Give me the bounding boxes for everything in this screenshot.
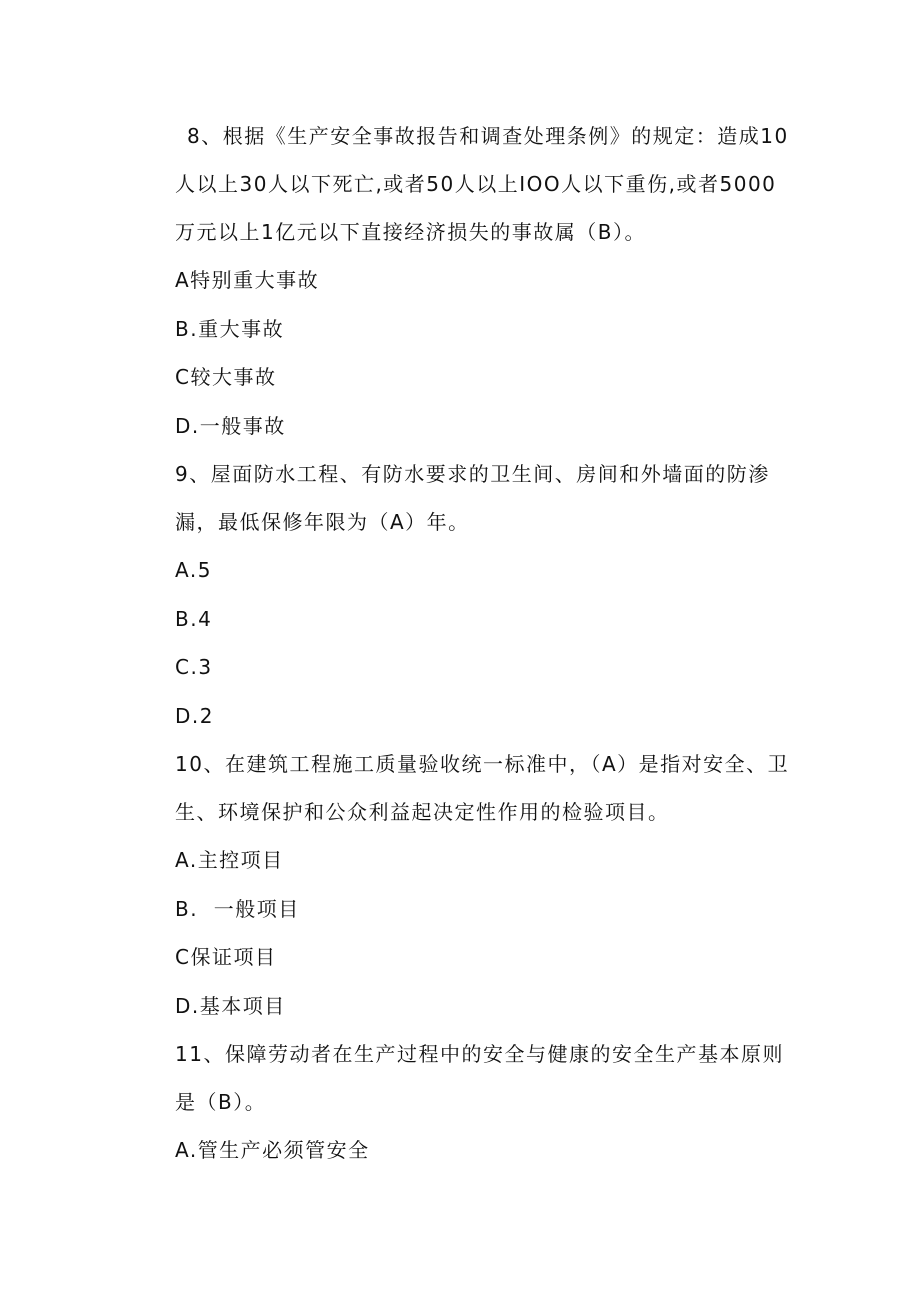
question-text-line: 10、在建筑工程施工质量验收统一标准中，（A）是指对安全、卫: [175, 752, 790, 776]
option-c: C保证项目: [175, 945, 277, 969]
question-text-line: 生、环境保护和公众利益起决定性作用的检验项目。: [175, 800, 670, 824]
question-text-line: 8、根据《生产安全事故报告和调查处理条例》的规定：造成10: [187, 124, 789, 148]
option-a: A.5: [175, 558, 212, 582]
question-text-line: 万元以上1亿元以下直接经济损失的事故属（B）。: [175, 220, 646, 244]
option-a: A.管生产必须管安全: [175, 1138, 370, 1162]
question-list: [175, 112, 805, 1175]
question-11: [175, 1030, 805, 1175]
question-text-line: 人以上30人以下死亡,或者50人以上IOO人以下重伤,或者5000: [175, 172, 777, 196]
option-d: D.2: [175, 703, 214, 728]
question-text-line: 是（B）。: [175, 1090, 267, 1114]
question-text-line: 11、保障劳动者在生产过程中的安全与健康的安全生产基本原则: [175, 1042, 784, 1066]
question-text-line: 9、屋面防水工程、有防水要求的卫生间、房间和外墙面的防渗: [175, 462, 770, 486]
question-8: [175, 112, 805, 450]
question-9: [175, 450, 805, 740]
option-a: A.主控项目: [175, 848, 284, 872]
option-d: D.基本项目: [175, 993, 286, 1018]
option-c: C.3: [175, 655, 213, 679]
question-text-line: 漏，最低保修年限为（A）年。: [175, 510, 470, 534]
option-d: D.一般事故: [175, 413, 286, 438]
option-b: B.重大事故: [175, 316, 285, 341]
option-c: C较大事故: [175, 365, 277, 389]
question-10: [175, 740, 805, 1030]
option-a: A特别重大事故: [175, 268, 320, 292]
option-b: B. 一般项目: [175, 896, 300, 921]
option-b: B.4: [175, 606, 213, 631]
